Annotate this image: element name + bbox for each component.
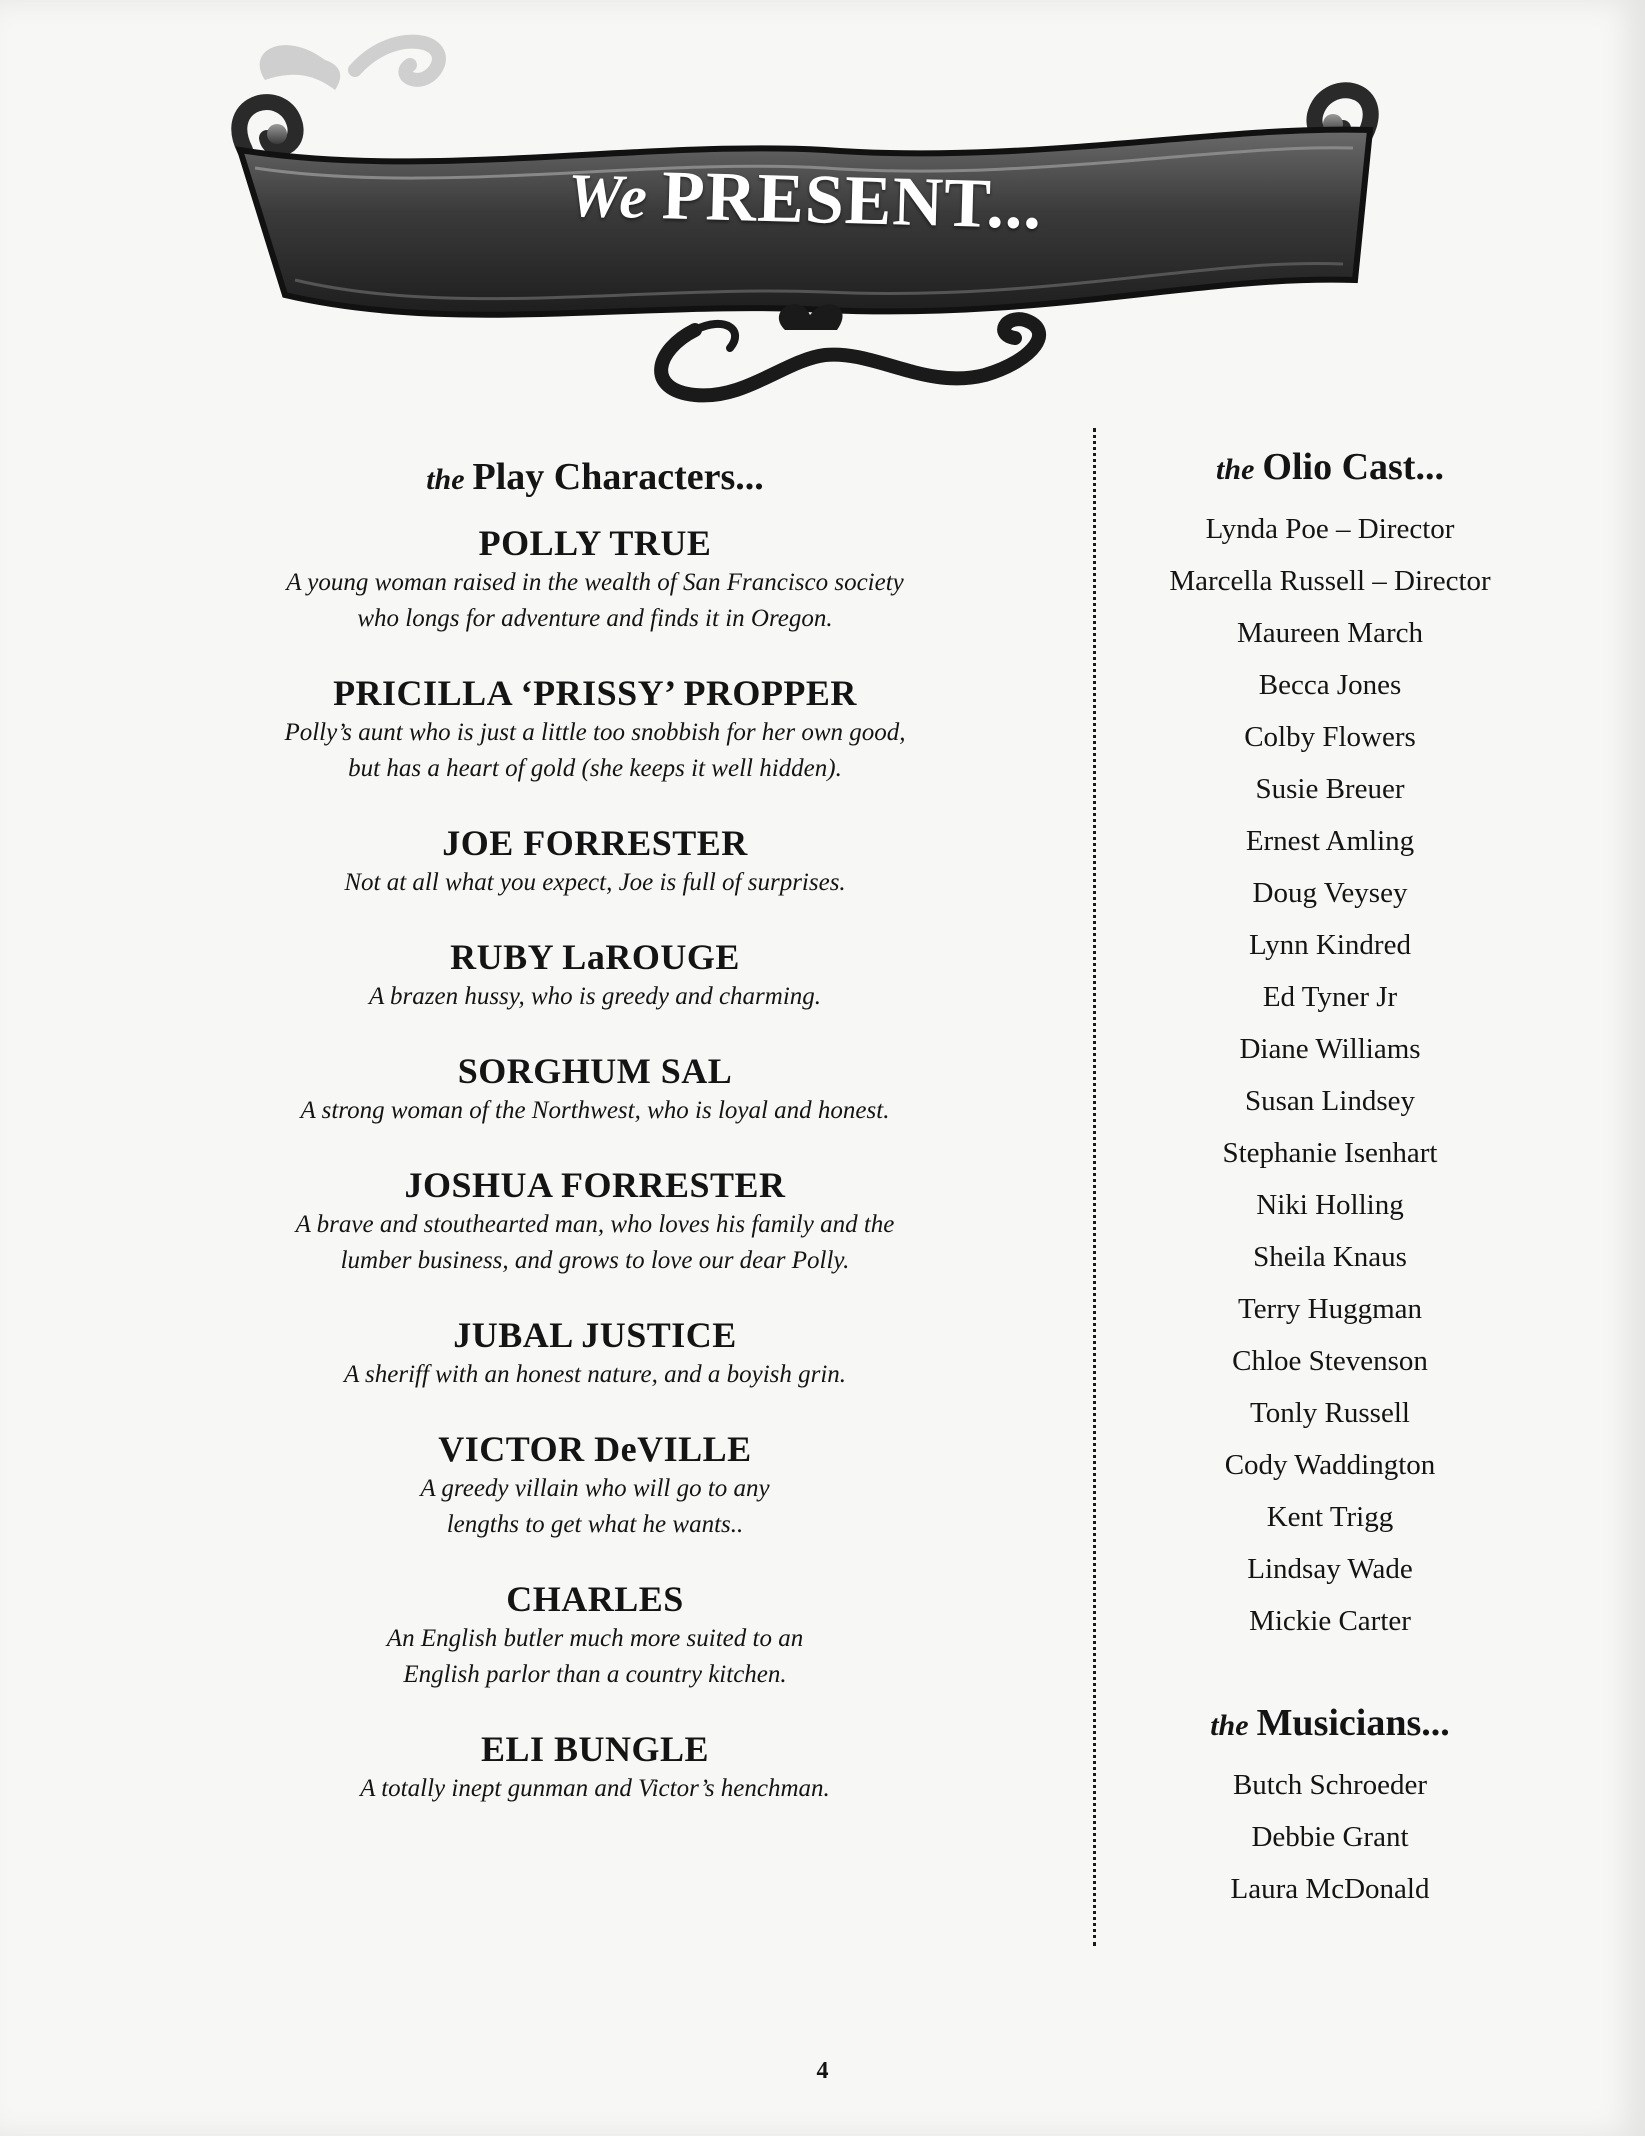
musician: Laura McDonald bbox=[1230, 1873, 1430, 1905]
title-prefix: We bbox=[567, 161, 649, 232]
cast-member: Doug Veysey bbox=[1252, 877, 1408, 909]
character-name: POLLY TRUE bbox=[478, 523, 712, 563]
character-name: RUBY LaROUGE bbox=[450, 937, 740, 977]
character-entry bbox=[165, 1049, 1025, 1129]
cast-member: Lindsay Wade bbox=[1247, 1553, 1413, 1585]
play-characters-heading bbox=[165, 455, 1025, 499]
character-entry bbox=[165, 1427, 1025, 1543]
heading-text: Musicians... bbox=[1256, 1702, 1450, 1744]
character-description-line: Polly’s aunt who is just a little too snobbish for her own good, bbox=[284, 719, 906, 746]
character-description-line: A young woman raised in the wealth of San Francisco society bbox=[286, 569, 904, 596]
cast-member: Cody Waddington bbox=[1224, 1449, 1436, 1481]
character-description-line: Not at all what you expect, Joe is full of surprises. bbox=[344, 869, 846, 896]
cast-member: Susan Lindsey bbox=[1245, 1085, 1415, 1117]
cast-member: Lynda Poe – Director bbox=[1205, 513, 1455, 545]
character-name: SORGHUM SAL bbox=[457, 1051, 733, 1091]
character-name: PRICILLA ‘PRISSY’ PROPPER bbox=[333, 673, 857, 713]
cast-member: Chloe Stevenson bbox=[1232, 1345, 1428, 1377]
heading-prefix: the bbox=[426, 463, 465, 496]
page-number: 4 bbox=[816, 2058, 829, 2084]
character-description-line: A greedy villain who will go to any bbox=[420, 1475, 770, 1502]
character-entry bbox=[165, 1163, 1025, 1279]
character-description-line: but has a heart of gold (she keeps it well hidden). bbox=[348, 755, 842, 782]
cast-member: Sheila Knaus bbox=[1253, 1241, 1407, 1273]
character-entry bbox=[165, 521, 1025, 637]
cast-member: Marcella Russell – Director bbox=[1169, 565, 1491, 597]
cast-member: Lynn Kindred bbox=[1249, 929, 1411, 961]
character-entry bbox=[165, 1577, 1025, 1693]
cast-member: Maureen March bbox=[1237, 617, 1423, 649]
cast-member: Niki Holling bbox=[1256, 1189, 1404, 1221]
character-entry bbox=[165, 821, 1025, 901]
character-description-line: who longs for adventure and finds it in Oregon. bbox=[357, 605, 833, 632]
olio-cast-section bbox=[1115, 445, 1545, 1915]
cast-member: Stephanie Isenhart bbox=[1222, 1137, 1438, 1169]
play-characters-section bbox=[165, 455, 1025, 1841]
character-description-line: A brave and stouthearted man, who loves his family and the bbox=[295, 1211, 895, 1238]
heading-text: Olio Cast... bbox=[1262, 446, 1444, 488]
character-description-line: A brazen hussy, who is greedy and charming. bbox=[368, 983, 822, 1010]
character-entry bbox=[165, 935, 1025, 1015]
cast-member: Susie Breuer bbox=[1255, 773, 1405, 805]
character-name: JOE FORRESTER bbox=[442, 823, 748, 863]
cast-member: Diane Williams bbox=[1239, 1033, 1421, 1065]
character-entry bbox=[165, 671, 1025, 787]
character-description-line: A strong woman of the Northwest, who is loyal and honest. bbox=[300, 1097, 890, 1124]
cast-member: Colby Flowers bbox=[1244, 721, 1416, 753]
character-entry bbox=[165, 1727, 1025, 1807]
character-description-line: An English butler much more suited to an bbox=[386, 1625, 804, 1652]
cast-member: Mickie Carter bbox=[1249, 1605, 1411, 1637]
heading-prefix: the bbox=[1216, 453, 1255, 486]
musician: Debbie Grant bbox=[1251, 1821, 1409, 1853]
cast-member: Tonly Russell bbox=[1250, 1397, 1410, 1429]
cast-member: Kent Trigg bbox=[1266, 1501, 1394, 1533]
heading-text: Play Characters... bbox=[472, 456, 764, 498]
character-entry bbox=[165, 1313, 1025, 1393]
character-name: ELI BUNGLE bbox=[480, 1729, 710, 1769]
character-description-line: lumber business, and grows to love our dear Polly. bbox=[340, 1247, 850, 1274]
character-description-line: A sheriff with an honest nature, and a boyish grin. bbox=[343, 1361, 847, 1388]
cast-member: Ernest Amling bbox=[1245, 825, 1415, 857]
character-description-line: A totally inept gunman and Victor’s henchman. bbox=[360, 1775, 830, 1802]
character-name: JUBAL JUSTICE bbox=[453, 1315, 737, 1355]
musicians-heading bbox=[1115, 1701, 1545, 1745]
dotted-divider bbox=[1093, 428, 1096, 1946]
cast-member: Ed Tyner Jr bbox=[1262, 981, 1398, 1013]
character-name: CHARLES bbox=[506, 1579, 684, 1619]
cast-member: Terry Huggman bbox=[1238, 1293, 1422, 1325]
musician: Butch Schroeder bbox=[1232, 1769, 1428, 1801]
heading-prefix: the bbox=[1210, 1709, 1249, 1742]
leaf-flourish-icon bbox=[260, 45, 341, 90]
olio-cast-heading bbox=[1115, 445, 1545, 489]
character-description-line: English parlor than a country kitchen. bbox=[403, 1661, 787, 1688]
bottom-flourish-icon bbox=[661, 319, 1039, 395]
cast-member: Becca Jones bbox=[1258, 669, 1402, 701]
title-main: PRESENT... bbox=[660, 157, 1044, 245]
character-name: VICTOR DeVILLE bbox=[438, 1429, 752, 1469]
character-name: JOSHUA FORRESTER bbox=[404, 1165, 786, 1205]
character-description-line: lengths to get what he wants.. bbox=[446, 1511, 744, 1538]
